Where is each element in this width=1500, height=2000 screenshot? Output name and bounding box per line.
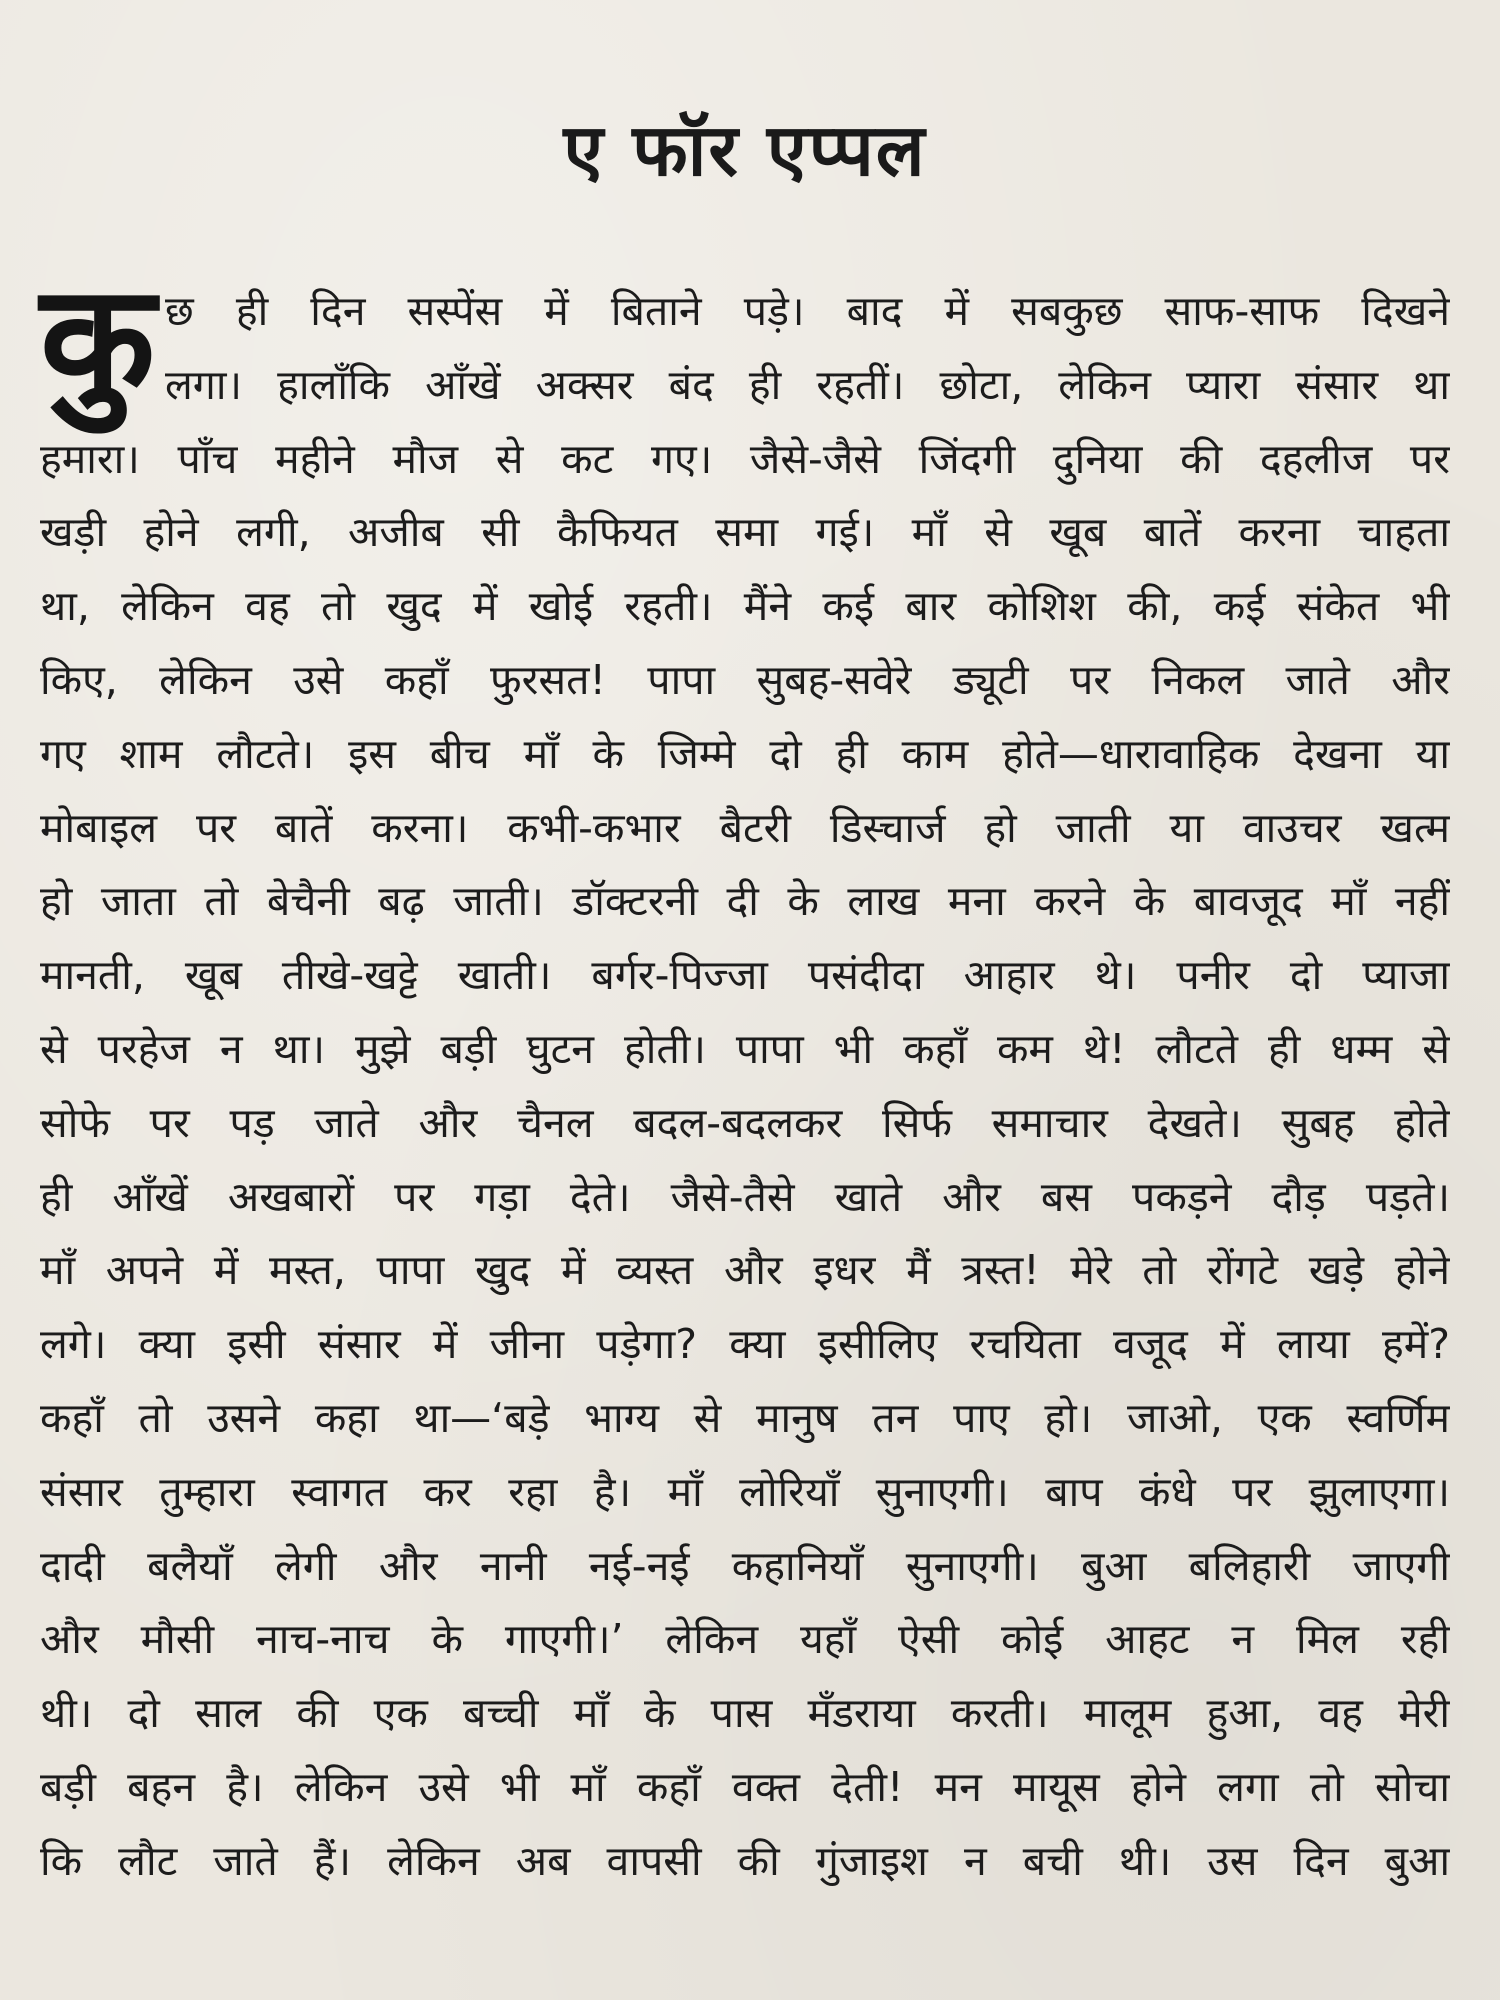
- text-line: लगे। क्या इसी संसार में जीना पड़ेगा? क्या इसीलिए रचयिता वजूद में लाया हमें?: [40, 1320, 1450, 1369]
- text-line: और मौसी नाच-नाच के गाएगी।’ लेकिन यहाँ ऐसी कोई आहट न मिल रही: [40, 1615, 1450, 1664]
- text-line: मानती, खूब तीखे-खट्टे खाती। बर्गर-पिज्जा पसंदीदा आहार थे। पनीर दो प्याजा: [40, 951, 1450, 1000]
- text-line: सोफे पर पड़ जाते और चैनल बदल-बदलकर सिर्फ समाचार देखते। सुबह होते: [40, 1098, 1450, 1147]
- text-line: हमारा। पाँच महीने मौज से कट गए। जैसे-जैसे जिंदगी दुनिया की दहलीज पर: [40, 434, 1450, 483]
- drop-cap: कु: [40, 253, 156, 427]
- text-line: माँ अपने में मस्त, पापा खुद में व्यस्त और इधर मैं त्रस्त! मेरे तो रोंगटे खड़े होने: [40, 1246, 1450, 1295]
- text-line: था, लेकिन वह तो खुद में खोई रहती। मैंने कई बार कोशिश की, कई संकेत भी: [40, 582, 1450, 631]
- chapter-title: ए फॉर एप्पल: [563, 108, 927, 192]
- text-line: संसार तुम्हारा स्वागत कर रहा है। माँ लोरियाँ सुनाएगी। बाप कंधे पर झुलाएगा।: [40, 1467, 1450, 1516]
- text-line: किए, लेकिन उसे कहाँ फुरसत! पापा सुबह-सवेरे ड्यूटी पर निकल जाते और: [40, 655, 1450, 704]
- text-line: कहाँ तो उसने कहा था—‘बड़े भाग्य से मानुष तन पाए हो। जाओ, एक स्वर्णिम: [40, 1393, 1450, 1442]
- text-line: मोबाइल पर बातें करना। कभी-कभार बैटरी डिस्चार्ज हो जाती या वाउचर खत्म: [40, 803, 1450, 852]
- text-line: कि लौट जाते हैं। लेकिन अब वापसी की गुंजाइश न बची थी। उस दिन बुआ: [40, 1836, 1450, 1885]
- text-line: थी। दो साल की एक बच्ची माँ के पास मँडराया करती। मालूम हुआ, वह मेरी: [40, 1689, 1450, 1738]
- text-line: बड़ी बहन है। लेकिन उसे भी माँ कहाँ वक्त देती! मन मायूस होने लगा तो सोचा: [40, 1762, 1450, 1811]
- text-line: लगा। हालाँकि आँखें अक्सर बंद ही रहतीं। छोटा, लेकिन प्यारा संसार था: [165, 360, 1450, 409]
- text-line: छ ही दिन सस्पेंस में बिताने पड़े। बाद में सबकुछ साफ-साफ दिखने: [165, 287, 1450, 335]
- text-line: दादी बलैयाँ लेगी और नानी नई-नई कहानियाँ सुनाएगी। बुआ बलिहारी जाएगी: [40, 1541, 1450, 1590]
- text-line: ही आँखें अखबारों पर गड़ा देते। जैसे-तैसे खाते और बस पकड़ने दौड़ पड़ते।: [40, 1172, 1450, 1221]
- text-line: गए शाम लौटते। इस बीच माँ के जिम्मे दो ही काम होते—धारावाहिक देखना या: [40, 729, 1450, 778]
- text-line: हो जाता तो बेचैनी बढ़ जाती। डॉक्टरनी दी के लाख मना करने के बावजूद माँ नहीं: [40, 877, 1450, 926]
- text-line: खड़ी होने लगी, अजीब सी कैफियत समा गई। माँ से खूब बातें करना चाहता: [40, 508, 1450, 557]
- body-text: [40, 253, 1450, 1899]
- text-line: से परहेज न था। मुझे बड़ी घुटन होती। पापा भी कहाँ कम थे! लौटते ही धम्म से: [40, 1024, 1450, 1073]
